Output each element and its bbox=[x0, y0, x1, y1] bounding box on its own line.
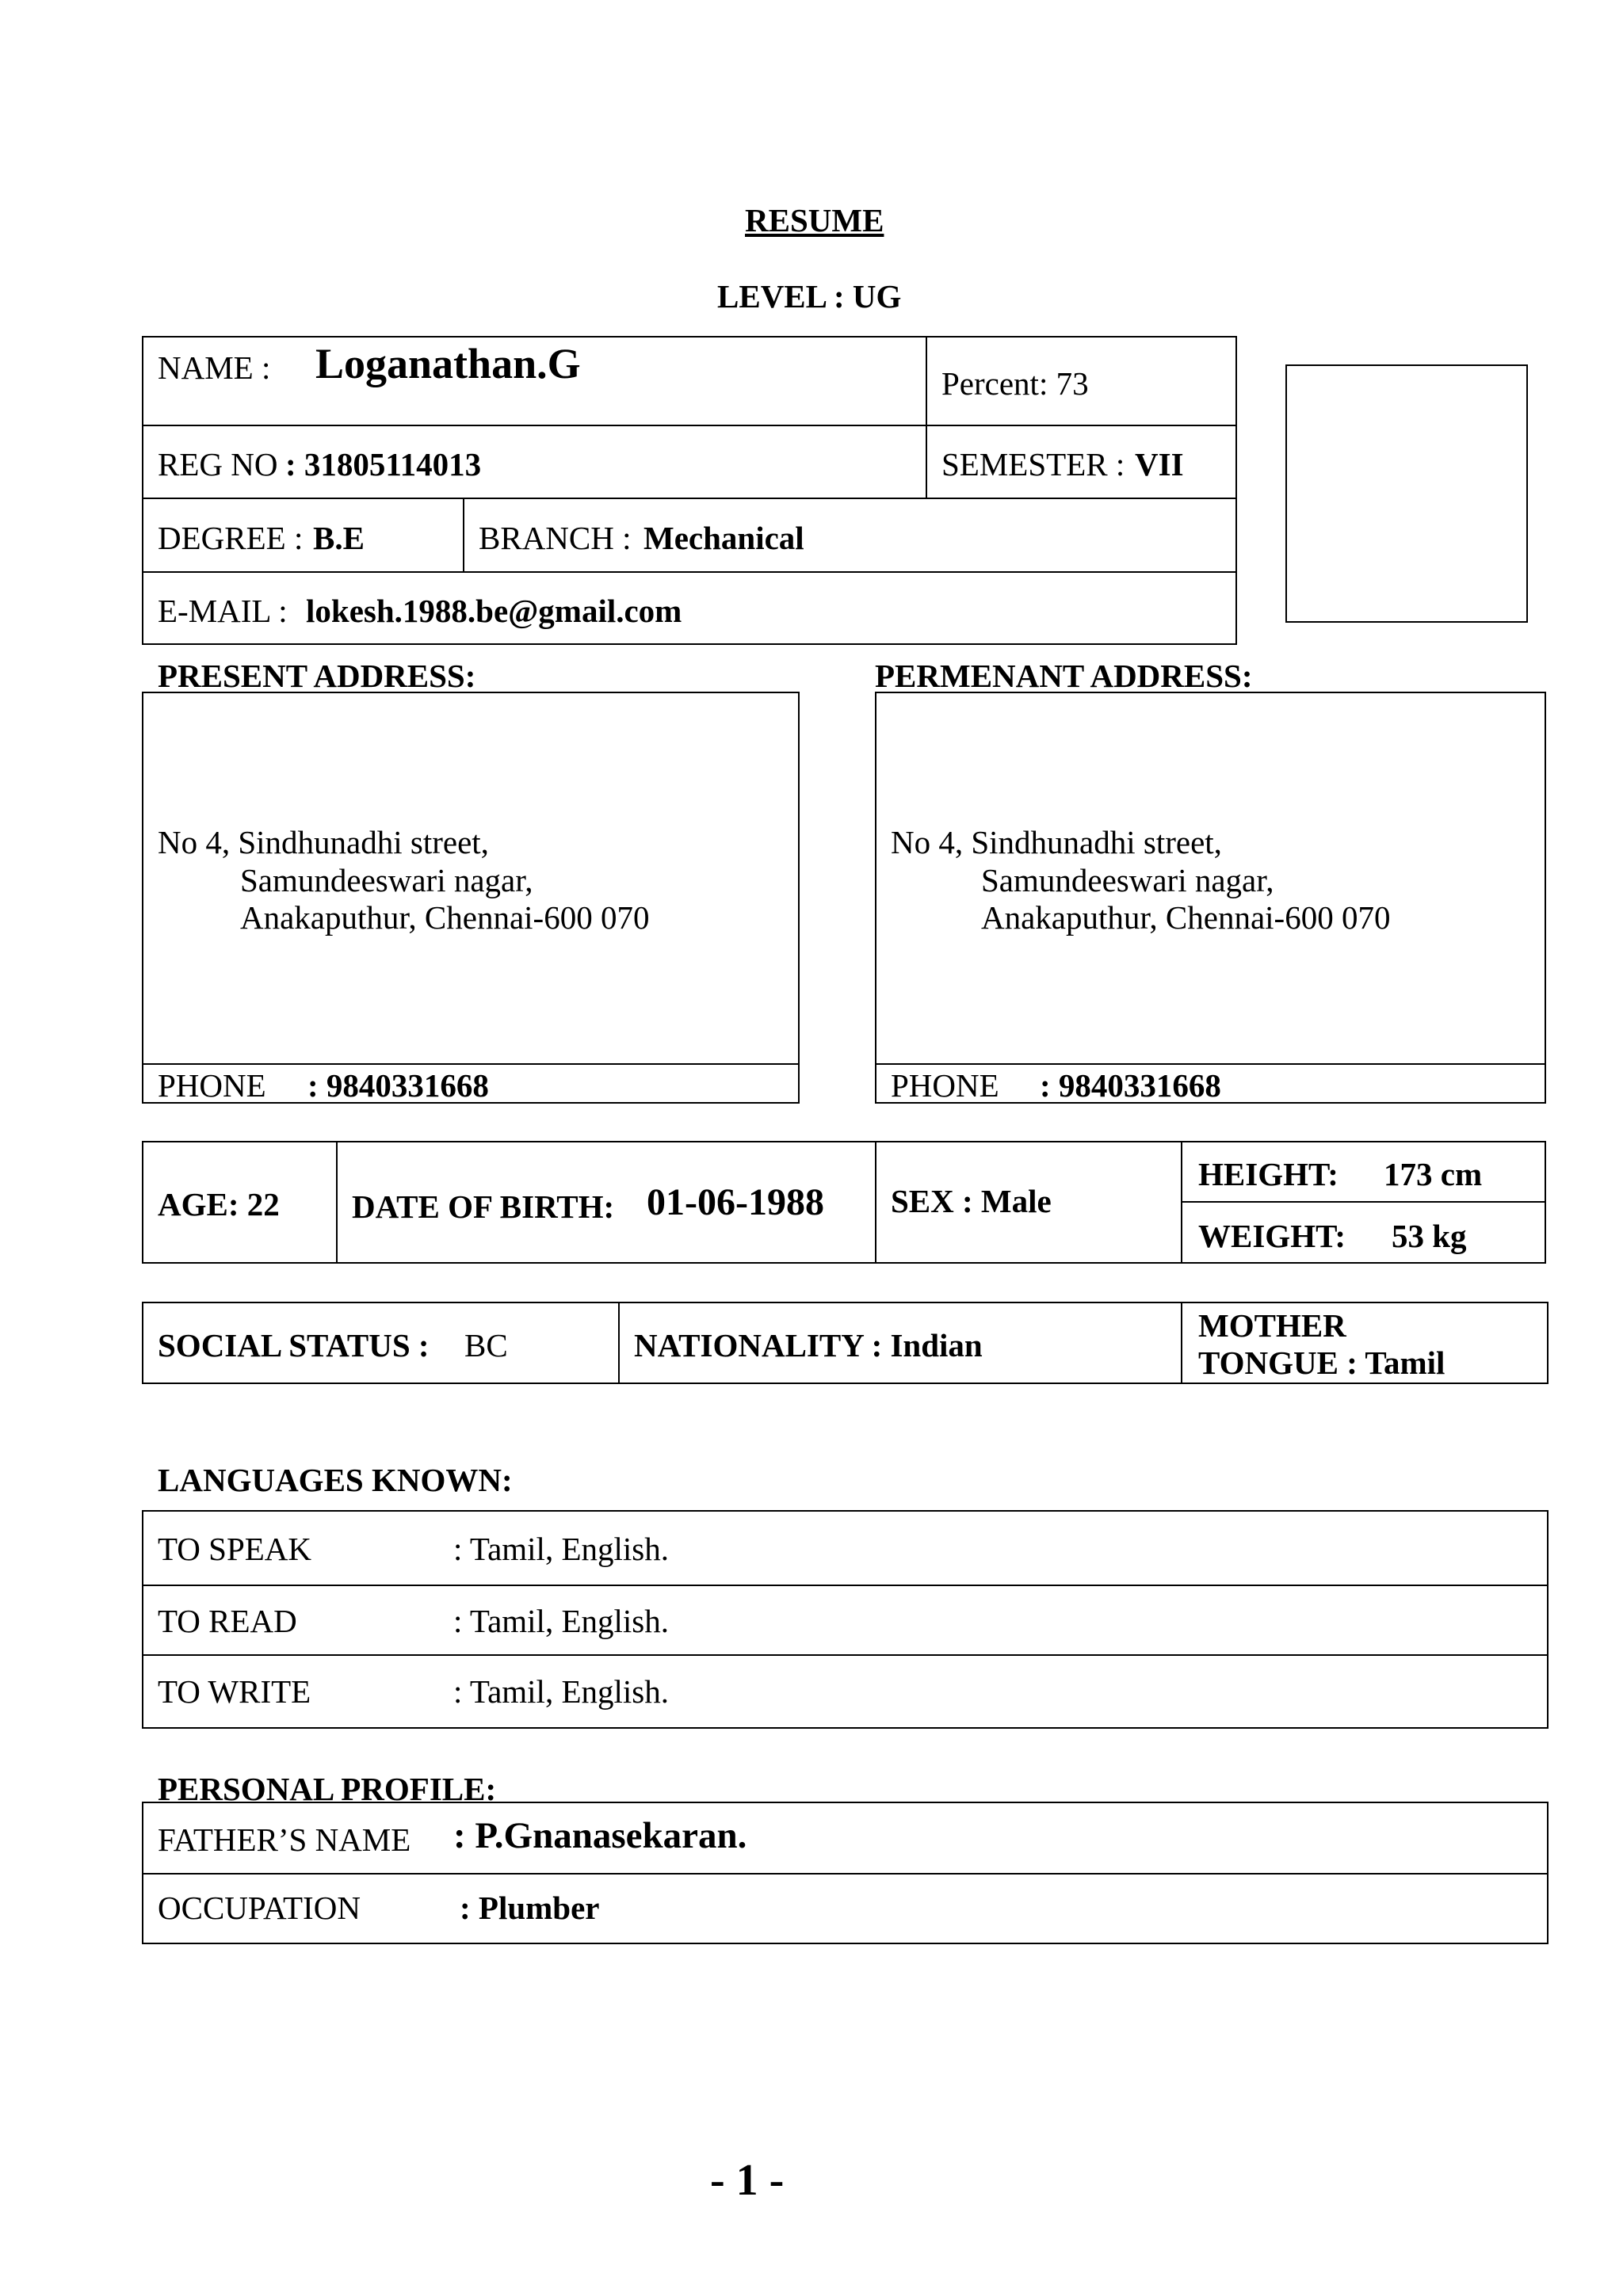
permanent-address-heading: PERMENANT ADDRESS: bbox=[875, 658, 1253, 694]
email-value: lokesh.1988.be@gmail.com bbox=[306, 593, 682, 629]
dob-label: DATE OF BIRTH: bbox=[352, 1188, 615, 1225]
mother-tongue-line2: TONGUE : Tamil bbox=[1198, 1344, 1445, 1381]
permanent-address-line3: Anakaputhur, Chennai-600 070 bbox=[981, 899, 1391, 936]
language-row-value: : Tamil, English. bbox=[453, 1673, 669, 1710]
present-phone-label: PHONE bbox=[158, 1067, 266, 1104]
occupation-label: OCCUPATION bbox=[158, 1890, 361, 1926]
father-name-label: FATHER’S NAME bbox=[158, 1821, 411, 1858]
language-row-label: TO WRITE bbox=[158, 1673, 311, 1710]
occupation-value: : Plumber bbox=[460, 1890, 600, 1926]
age-value: AGE: 22 bbox=[158, 1186, 280, 1222]
language-row-label: TO READ bbox=[158, 1603, 297, 1639]
semester-label: SEMESTER : bbox=[941, 446, 1125, 482]
social-status-label: SOCIAL STATUS : bbox=[158, 1327, 430, 1363]
language-row-value: : Tamil, English. bbox=[453, 1603, 669, 1639]
percent-value: Percent: 73 bbox=[941, 365, 1089, 402]
dob-value: 01-06-1988 bbox=[647, 1181, 824, 1223]
reg-value: : 31805114013 bbox=[285, 446, 482, 482]
nationality-value: NATIONALITY : Indian bbox=[634, 1327, 983, 1363]
personal-profile-heading: PERSONAL PROFILE: bbox=[158, 1771, 497, 1807]
mother-tongue-line1: MOTHER bbox=[1198, 1307, 1346, 1344]
father-name-value: : P.Gnanasekaran. bbox=[453, 1815, 747, 1856]
present-address-line3: Anakaputhur, Chennai-600 070 bbox=[240, 899, 650, 936]
level-label: LEVEL : UG bbox=[717, 278, 902, 315]
present-address-line1: No 4, Sindhunadhi street, bbox=[158, 824, 489, 860]
permanent-address-line1: No 4, Sindhunadhi street, bbox=[891, 824, 1222, 860]
present-address-line2: Samundeeswari nagar, bbox=[240, 862, 533, 898]
present-phone-value: : 9840331668 bbox=[307, 1067, 489, 1104]
email-label: E-MAIL : bbox=[158, 593, 288, 629]
semester-value: VII bbox=[1135, 446, 1184, 482]
height-value: 173 cm bbox=[1384, 1156, 1483, 1192]
photo-placeholder bbox=[1285, 364, 1528, 623]
permanent-address-line2: Samundeeswari nagar, bbox=[981, 862, 1274, 898]
social-status-value: BC bbox=[464, 1327, 508, 1363]
name-label: NAME : bbox=[158, 349, 271, 386]
languages-heading: LANGUAGES KNOWN: bbox=[158, 1462, 513, 1498]
weight-label: WEIGHT: bbox=[1198, 1218, 1346, 1254]
degree-value: B.E bbox=[313, 520, 365, 556]
page-number: - 1 - bbox=[710, 2156, 785, 2205]
permanent-phone-value: : 9840331668 bbox=[1040, 1067, 1221, 1104]
language-row-value: : Tamil, English. bbox=[453, 1531, 669, 1567]
languages-table bbox=[142, 1510, 1549, 1729]
degree-label: DEGREE : bbox=[158, 520, 304, 556]
language-row-label: TO SPEAK bbox=[158, 1531, 312, 1567]
height-label: HEIGHT: bbox=[1198, 1156, 1338, 1192]
weight-value: 53 kg bbox=[1392, 1218, 1467, 1254]
name-value: Loganathan.G bbox=[315, 340, 581, 387]
branch-value: Mechanical bbox=[643, 520, 804, 556]
resume-title: RESUME bbox=[745, 202, 884, 238]
permanent-phone-label: PHONE bbox=[891, 1067, 999, 1104]
reg-label: REG NO bbox=[158, 446, 278, 482]
sex-value: SEX : Male bbox=[891, 1183, 1052, 1219]
branch-label: BRANCH : bbox=[479, 520, 632, 556]
present-address-heading: PRESENT ADDRESS: bbox=[158, 658, 476, 694]
